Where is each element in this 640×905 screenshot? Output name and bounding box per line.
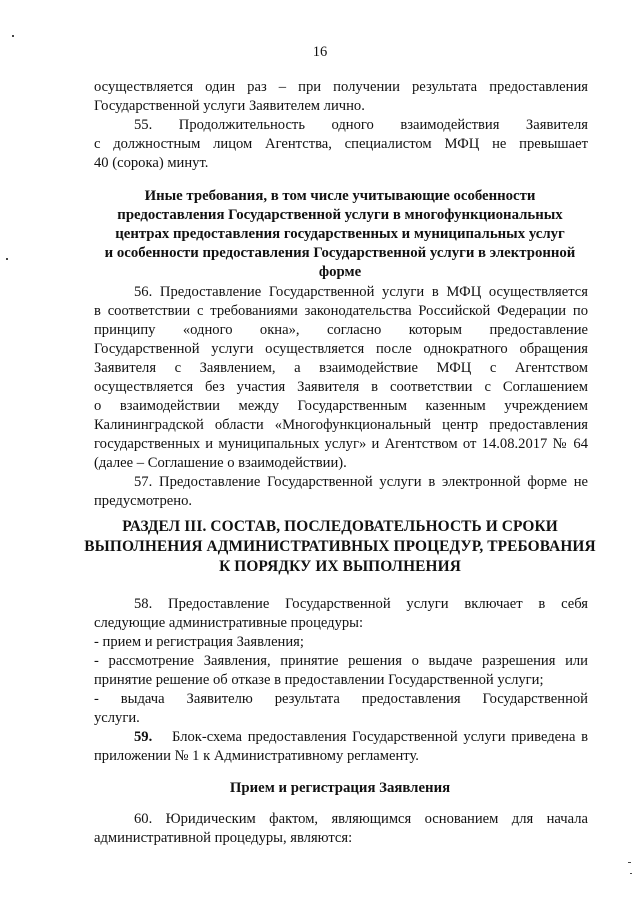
scan-speck xyxy=(630,873,632,874)
scan-speck xyxy=(628,862,631,863)
text-line: следующие административные процедуры: xyxy=(94,615,364,631)
section-heading: центрах предоставления государственных и муниципальных услуг xyxy=(115,226,565,242)
scan-speck xyxy=(6,258,8,260)
paragraph-58: 58. Предоставление Государственной услуги включает в себя xyxy=(134,596,588,612)
section-heading: предоставления Государственной услуги в многофункциональных xyxy=(117,207,563,223)
section-heading: форме xyxy=(318,264,362,280)
section-heading: Иные требования, в том числе учитывающие особенности xyxy=(144,188,536,204)
list-item: - выдача Заявителю результата предоставления Государственной xyxy=(94,691,588,707)
text-line: услуги. xyxy=(94,710,140,726)
paragraph-number: 59. xyxy=(134,729,153,745)
text-line: с должностным лицом Агентства, специалистом МФЦ не превышает xyxy=(94,136,588,152)
list-item: - рассмотрение Заявления, принятие решения о выдаче разрешения или xyxy=(94,653,588,669)
list-item: - прием и регистрация Заявления; xyxy=(94,634,304,650)
text-line: Государственной услуги осуществляется после однократного обращения xyxy=(94,341,588,357)
scan-speck xyxy=(12,35,14,37)
section-heading: и особенности предоставления Государственной услуги в электронной xyxy=(104,245,576,261)
text-line: 55. Продолжительность одного взаимодействия Заявителя xyxy=(134,117,588,133)
text-line: Калининградской области «Многофункциональный центр предоставления xyxy=(94,417,588,433)
chapter-heading: К ПОРЯДКУ ИХ ВЫПОЛНЕНИЯ xyxy=(219,558,461,575)
subsection-heading: Прием и регистрация Заявления xyxy=(229,780,451,796)
chapter-heading: РАЗДЕЛ III. СОСТАВ, ПОСЛЕДОВАТЕЛЬНОСТЬ И СРОКИ xyxy=(122,518,558,535)
text-line: принятие решение об отказе в предоставлении Государственной услуги; xyxy=(94,672,544,688)
paragraph-59: Блок-схема предоставления Государственной услуги приведена в xyxy=(172,729,588,745)
text-line: Государственной услуги Заявителем лично. xyxy=(94,98,365,114)
text-line: предусмотрено. xyxy=(94,493,193,509)
chapter-heading: ВЫПОЛНЕНИЯ АДМИНИСТРАТИВНЫХ ПРОЦЕДУР, ТРЕБОВАНИЯ xyxy=(84,538,596,555)
text-line: 40 (сорока) минут. xyxy=(94,155,209,171)
text-line: государственных и муниципальных услуг» и Агентством от 14.08.2017 № 64 xyxy=(94,436,588,452)
paragraph-56: 56. Предоставление Государственной услуги в МФЦ осуществляется xyxy=(134,284,588,300)
text-line: приложении № 1 к Административному регламенту. xyxy=(94,748,419,764)
page-number: 16 xyxy=(312,44,328,60)
text-line: о взаимодействии между Государственным казенным учреждением xyxy=(94,398,588,414)
text-line: (далее – Соглашение о взаимодействии). xyxy=(94,455,347,471)
text-line: Заявителя с Заявлением, а взаимодействие МФЦ с Агентством xyxy=(94,360,588,376)
paragraph-57: 57. Предоставление Государственной услуги в электронной форме не xyxy=(134,474,588,490)
paragraph-60: 60. Юридическим фактом, являющимся основанием для начала xyxy=(134,811,588,827)
text-line: принципу «одного окна», согласно которым предоставление xyxy=(94,322,588,338)
text-line: в соответствии с требованиями законодательства Российской Федерации по xyxy=(94,303,588,319)
text-line: осуществляется один раз – при получении результата предоставления xyxy=(94,79,588,95)
text-line: осуществляется без участия Заявителя в соответствии с Соглашением xyxy=(94,379,588,395)
text-line: административной процедуры, являются: xyxy=(94,830,353,846)
